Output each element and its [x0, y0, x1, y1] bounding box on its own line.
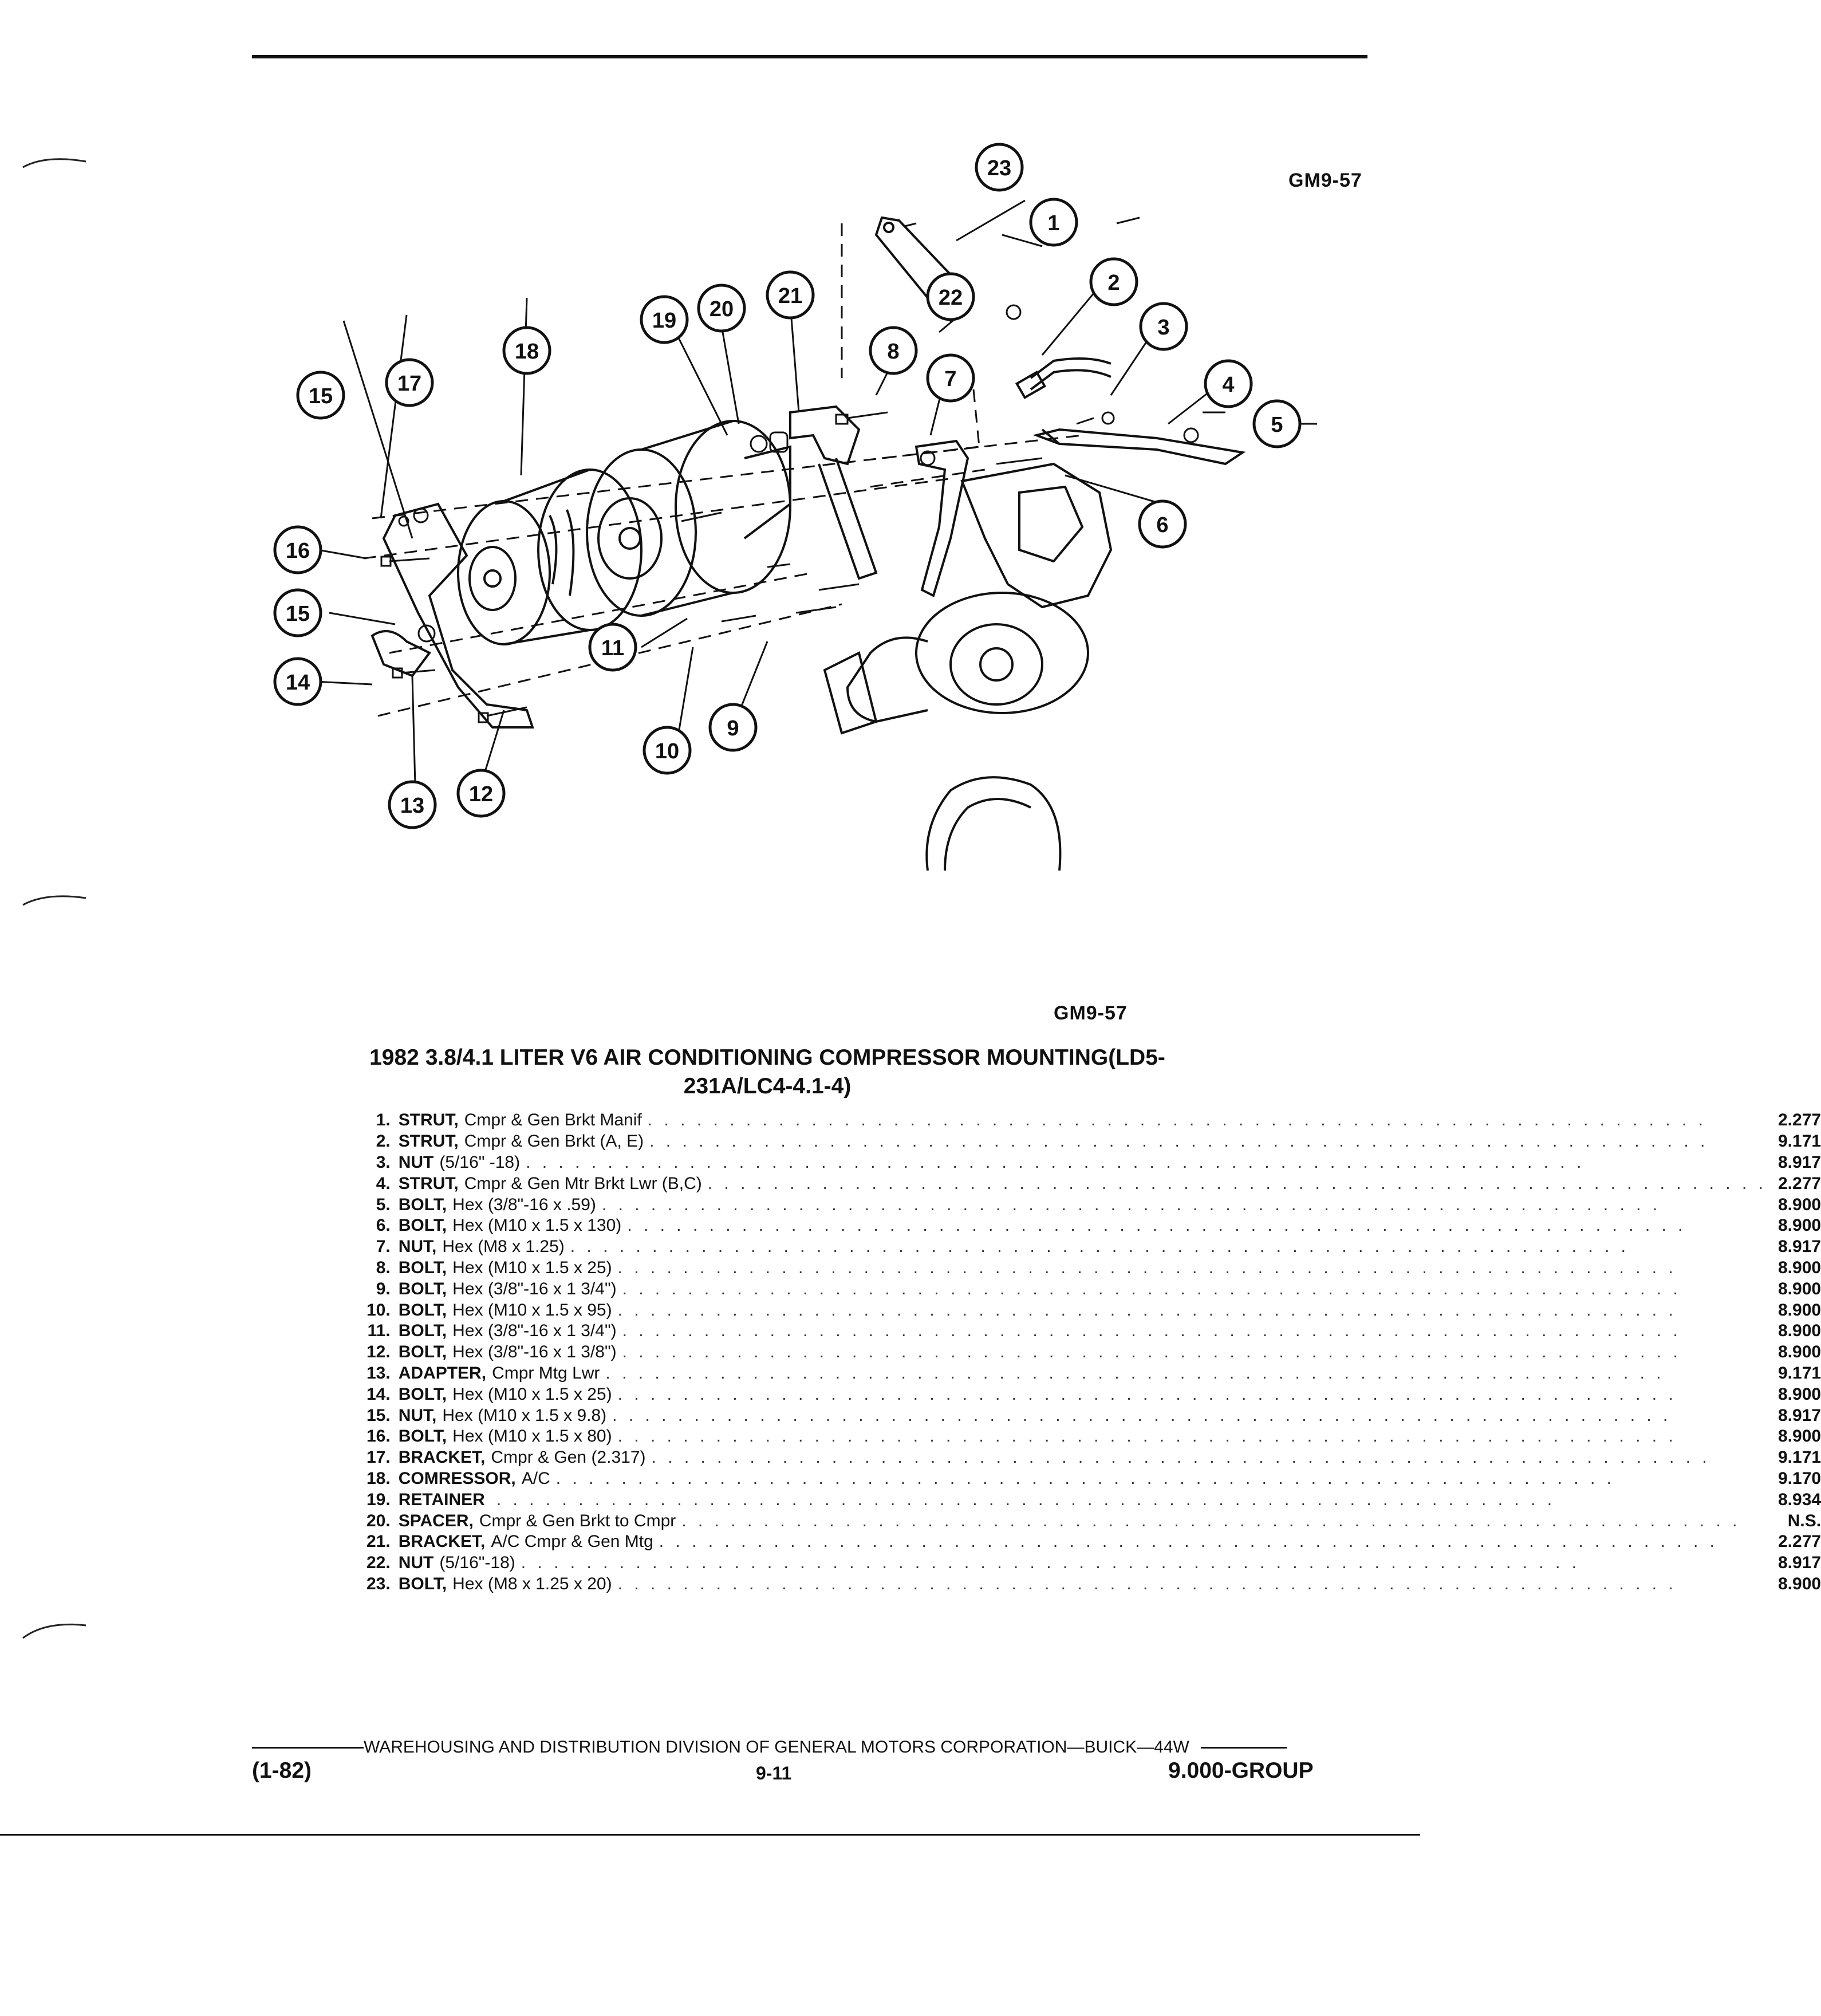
- group-number: 8.900: [1777, 1195, 1821, 1214]
- part-name: BOLT,: [398, 1342, 447, 1362]
- part-spec: Hex (M10 x 1.5 x 95): [452, 1300, 612, 1320]
- part-spec: Hex (3/8"-16 x .59): [452, 1195, 596, 1214]
- part-description: [399, 1510, 1778, 1531]
- part-name: BRACKET,: [398, 1532, 486, 1552]
- title-line-2: 231A/LC4-4.1-4): [683, 1074, 852, 1098]
- title-line-1: 1982 3.8/4.1 LITER V6 AIR CONDITIONING COMPRESSOR MOUNTING(LD5-: [369, 1045, 1165, 1070]
- part-description: [399, 1278, 1778, 1300]
- leader-dots: . . . . . . . . . . . . . . . . . . . . . . . . . . . . . . . . . . . . . . . . . . . . . . . . . . . . . . . . . . . . . . . . .: [622, 1321, 1681, 1341]
- part-spec: Cmpr & Gen (2.317): [491, 1448, 646, 1467]
- part-number: 8.: [376, 1258, 391, 1277]
- group-number: 8.900: [1777, 1574, 1821, 1593]
- part-number: 7.: [376, 1237, 391, 1257]
- parts-row: [366, 1574, 1821, 1595]
- leader-dots: . . . . . . . . . . . . . . . . . . . . . . . . . . . . . . . . . . . . . . . . . . . . . . . . . . . . . . . . . . . . . . . . .: [659, 1532, 1718, 1552]
- part-name: ADAPTER,: [398, 1363, 487, 1383]
- part-name: BOLT,: [398, 1300, 447, 1320]
- part-name: BOLT,: [398, 1427, 447, 1446]
- part-number: 20.: [366, 1511, 391, 1530]
- part-number: 16.: [366, 1427, 391, 1446]
- leader-dots: . . . . . . . . . . . . . . . . . . . . . . . . . . . . . . . . . . . . . . . . . . . . . . . . . . . . . . . . . . . . . . . . .: [526, 1152, 1585, 1172]
- parts-row: [366, 1510, 1821, 1531]
- callout-14: 14: [285, 671, 310, 695]
- part-description: [399, 1194, 1778, 1215]
- part-name: COMRESSOR,: [398, 1468, 516, 1488]
- part-number: 23.: [366, 1574, 391, 1593]
- part-description: [399, 1173, 1778, 1194]
- part-number: 19.: [366, 1490, 391, 1509]
- callout-4: 4: [1222, 373, 1235, 397]
- footer-division: WAREHOUSING AND DISTRIBUTION DIVISION OF GENERAL MOTORS CORPORATION—BUICK—44W: [364, 1738, 1189, 1757]
- callout-17: 17: [397, 372, 422, 396]
- callout-19: 19: [652, 309, 677, 333]
- part-description: [399, 1321, 1778, 1342]
- part-spec: Hex (M10 x 1.5 x 130): [452, 1216, 622, 1235]
- group-number: N.S.: [1787, 1511, 1821, 1530]
- part-number: 2.: [376, 1132, 391, 1151]
- part-description: [399, 1258, 1778, 1279]
- footer-date-code: (1-82): [252, 1758, 312, 1783]
- leader-dots: . . . . . . . . . . . . . . . . . . . . . . . . . . . . . . . . . . . . . . . . . . . . . . . . . . . . . . . . . . . . . . . . .: [617, 1258, 1677, 1277]
- callout-22: 22: [938, 286, 963, 310]
- group-number: 2.277: [1777, 1111, 1821, 1130]
- part-number: 22.: [366, 1553, 391, 1573]
- group-number: 8.900: [1777, 1384, 1821, 1404]
- callout-15a: 15: [308, 384, 333, 408]
- parts-row: [366, 1405, 1821, 1426]
- parts-row: [366, 1489, 1821, 1510]
- part-spec: Hex (3/8"-16 x 1 3/4"): [452, 1321, 617, 1341]
- part-number: 10.: [366, 1300, 391, 1320]
- leader-dots: . . . . . . . . . . . . . . . . . . . . . . . . . . . . . . . . . . . . . . . . . . . . . . . . . . . . . . . . . . . . . . . . .: [707, 1174, 1767, 1193]
- callout-12: 12: [468, 782, 494, 806]
- footer-group: 9.000-GROUP: [1168, 1758, 1314, 1783]
- parts-row: [366, 1426, 1821, 1447]
- part-description: [399, 1152, 1778, 1174]
- parts-list: [366, 1110, 1821, 1594]
- part-name: NUT: [398, 1553, 434, 1573]
- part-name: NUT: [398, 1152, 434, 1172]
- callout-13: 13: [400, 794, 425, 818]
- part-spec: Hex (M10 x 1.5 x 25): [452, 1384, 612, 1404]
- parts-row: [366, 1278, 1821, 1300]
- part-name: BOLT,: [398, 1384, 447, 1404]
- part-name: BOLT,: [398, 1216, 447, 1235]
- group-number: 8.900: [1777, 1342, 1821, 1362]
- part-description: [399, 1215, 1778, 1237]
- callout-5: 5: [1271, 413, 1283, 437]
- parts-row: [366, 1468, 1821, 1490]
- part-spec: Hex (M10 x 1.5 x 80): [452, 1427, 612, 1446]
- part-spec: Hex (M10 x 1.5 x 25): [452, 1258, 612, 1277]
- part-name: BOLT,: [398, 1574, 447, 1593]
- part-number: 13.: [366, 1363, 391, 1383]
- parts-row: [366, 1173, 1821, 1194]
- footer-page-number: 9-11: [756, 1763, 792, 1783]
- exploded-diagram: [241, 137, 1283, 905]
- group-number: 8.917: [1777, 1152, 1821, 1172]
- group-number: 9.170: [1777, 1468, 1821, 1488]
- leader-dots: . . . . . . . . . . . . . . . . . . . . . . . . . . . . . . . . . . . . . . . . . . . . . . . . . . . . . . . . . . . . . . . . .: [617, 1300, 1677, 1320]
- part-number: 1.: [376, 1111, 391, 1130]
- part-spec: Cmpr & Gen Brkt to Cmpr: [479, 1511, 676, 1530]
- part-number: 6.: [376, 1216, 391, 1235]
- callout-7: 7: [944, 367, 957, 391]
- part-description: [399, 1574, 1778, 1595]
- group-number: 8.917: [1777, 1237, 1821, 1257]
- group-number: 8.900: [1777, 1321, 1821, 1341]
- parts-row: [366, 1300, 1821, 1321]
- parts-row: [366, 1531, 1821, 1553]
- part-description: [399, 1300, 1778, 1321]
- leader-dots: . . . . . . . . . . . . . . . . . . . . . . . . . . . . . . . . . . . . . . . . . . . . . . . . . . . . . . . . . . . . . . . . .: [617, 1574, 1677, 1593]
- callout-11: 11: [601, 636, 625, 660]
- bottom-rule: [0, 1834, 1420, 1836]
- part-spec: Cmpr & Gen Mtr Brkt Lwr (B,C): [464, 1174, 702, 1193]
- leader-dots: . . . . . . . . . . . . . . . . . . . . . . . . . . . . . . . . . . . . . . . . . . . . . . . . . . . . . . . . . . . . . . . . .: [617, 1427, 1677, 1446]
- group-number: 9.171: [1777, 1363, 1821, 1383]
- part-name: STRUT,: [398, 1132, 459, 1151]
- part-description: [399, 1405, 1778, 1426]
- part-number: 4.: [376, 1174, 391, 1193]
- part-spec: Cmpr & Gen Brkt Manif: [464, 1111, 642, 1130]
- part-description: [399, 1131, 1778, 1152]
- part-description: [399, 1426, 1778, 1447]
- leader-dots: . . . . . . . . . . . . . . . . . . . . . . . . . . . . . . . . . . . . . . . . . . . . . . . . . . . . . . . . . . . . . . . . .: [521, 1553, 1580, 1573]
- top-rule: [252, 55, 1367, 58]
- part-number: 9.: [376, 1279, 391, 1298]
- group-number: 8.917: [1777, 1553, 1821, 1573]
- group-number: 8.900: [1777, 1216, 1821, 1235]
- callout-9: 9: [727, 716, 739, 741]
- parts-row: [366, 1321, 1821, 1342]
- parts-row: [366, 1258, 1821, 1279]
- compressor-drawing: [458, 421, 790, 644]
- part-name: SPACER,: [398, 1511, 474, 1530]
- leader-dots: . . . . . . . . . . . . . . . . . . . . . . . . . . . . . . . . . . . . . . . . . . . . . . . . . . . . . . . . . . . . . . . . .: [622, 1342, 1681, 1362]
- part-description: [399, 1363, 1778, 1384]
- callout-21: 21: [778, 284, 803, 308]
- part-name: BOLT,: [398, 1258, 447, 1277]
- part-number: 5.: [376, 1195, 391, 1214]
- part-description: [399, 1489, 1778, 1510]
- leader-dots: . . . . . . . . . . . . . . . . . . . . . . . . . . . . . . . . . . . . . . . . . . . . . . . . . . . . . . . . . . . . . . . . .: [622, 1279, 1681, 1298]
- part-spec: Hex (3/8"-16 x 1 3/8"): [452, 1342, 617, 1362]
- part-description: [399, 1110, 1778, 1131]
- footer-division-line: [252, 1738, 1369, 1757]
- parts-row: [366, 1110, 1821, 1131]
- group-number: 8.900: [1777, 1258, 1821, 1277]
- callout-23: 23: [987, 156, 1012, 180]
- callout-16: 16: [285, 539, 310, 563]
- part-spec: (5/16" -18): [439, 1152, 521, 1172]
- leader-dots: . . . . . . . . . . . . . . . . . . . . . . . . . . . . . . . . . . . . . . . . . . . . . . . . . . . . . . . . . . . . . . . . .: [555, 1468, 1615, 1488]
- leader-dots: . . . . . . . . . . . . . . . . . . . . . . . . . . . . . . . . . . . . . . . . . . . . . . . . . . . . . . . . . . . . . . . . .: [612, 1405, 1672, 1425]
- group-number: 2.277: [1777, 1174, 1821, 1193]
- leader-dots: . . . . . . . . . . . . . . . . . . . . . . . . . . . . . . . . . . . . . . . . . . . . . . . . . . . . . . . . . . . . . . . . .: [617, 1384, 1677, 1404]
- parts-row: [366, 1553, 1821, 1574]
- leader-dots: . . . . . . . . . . . . . . . . . . . . . . . . . . . . . . . . . . . . . . . . . . . . . . . . . . . . . . . . . . . . . . . . .: [570, 1237, 1630, 1257]
- callout-2: 2: [1107, 271, 1120, 295]
- group-number: 8.900: [1777, 1279, 1821, 1298]
- callout-15b: 15: [285, 602, 310, 626]
- part-spec: Hex (M10 x 1.5 x 9.8): [442, 1405, 607, 1425]
- part-number: 14.: [366, 1384, 391, 1404]
- part-spec: Hex (3/8"-16 x 1 3/4"): [452, 1279, 617, 1298]
- leader-dots: . . . . . . . . . . . . . . . . . . . . . . . . . . . . . . . . . . . . . . . . . . . . . . . . . . . . . . . . . . . . . . . . .: [651, 1448, 1710, 1467]
- figure-code-top: GM9-57: [1288, 170, 1362, 191]
- part-name: NUT,: [398, 1237, 437, 1257]
- callout-18: 18: [514, 340, 539, 364]
- callout-1: 1: [1047, 211, 1060, 235]
- parts-row: [366, 1447, 1821, 1468]
- part-spec: A/C: [521, 1468, 550, 1488]
- part-spec: Hex (M8 x 1.25 x 20): [452, 1574, 612, 1593]
- parts-row: [366, 1342, 1821, 1363]
- group-number: 8.900: [1777, 1300, 1821, 1320]
- callout-10: 10: [655, 739, 680, 763]
- part-name: NUT,: [398, 1405, 437, 1425]
- part-description: [399, 1237, 1778, 1258]
- figure-code-bottom: GM9-57: [1054, 1002, 1128, 1024]
- callout-20: 20: [709, 297, 734, 321]
- part-description: [399, 1468, 1778, 1490]
- part-description: [399, 1342, 1778, 1363]
- part-number: 18.: [366, 1468, 391, 1488]
- parts-row: [366, 1215, 1821, 1237]
- parts-row: [366, 1131, 1821, 1152]
- footer-left-rule: [252, 1747, 364, 1749]
- group-number: 9.171: [1777, 1132, 1821, 1151]
- part-name: BRACKET,: [398, 1448, 486, 1467]
- margin-marks: [0, 0, 115, 2016]
- group-number: 2.277: [1777, 1532, 1821, 1552]
- part-name: BOLT,: [398, 1321, 447, 1341]
- part-spec: A/C Cmpr & Gen Mtg: [491, 1532, 653, 1552]
- parts-row: [366, 1194, 1821, 1215]
- page-title: [275, 1044, 1260, 1101]
- parts-row: [366, 1237, 1821, 1258]
- part-description: [399, 1531, 1778, 1553]
- leader-dots: . . . . . . . . . . . . . . . . . . . . . . . . . . . . . . . . . . . . . . . . . . . . . . . . . . . . . . . . . . . . . . . . .: [496, 1490, 1556, 1509]
- part-name: STRUT,: [398, 1111, 459, 1130]
- group-number: 8.917: [1777, 1405, 1821, 1425]
- parts-row: [366, 1384, 1821, 1405]
- leader-dots: . . . . . . . . . . . . . . . . . . . . . . . . . . . . . . . . . . . . . . . . . . . . . . . . . . . . . . . . . . . . . . . . .: [681, 1511, 1741, 1530]
- part-number: 12.: [366, 1342, 391, 1362]
- group-number: 9.171: [1777, 1448, 1821, 1467]
- callout-8: 8: [887, 340, 900, 364]
- part-name: STRUT,: [398, 1174, 459, 1193]
- parts-row: [366, 1152, 1821, 1174]
- part-description: [399, 1447, 1778, 1468]
- part-number: 11.: [367, 1321, 391, 1341]
- part-spec: Cmpr & Gen Brkt (A, E): [464, 1132, 644, 1151]
- part-number: 21.: [366, 1532, 391, 1552]
- part-number: 17.: [366, 1448, 391, 1467]
- leader-dots: . . . . . . . . . . . . . . . . . . . . . . . . . . . . . . . . . . . . . . . . . . . . . . . . . . . . . . . . . . . . . . . . .: [647, 1111, 1707, 1130]
- group-number: 8.900: [1777, 1427, 1821, 1446]
- part-number: 15.: [366, 1405, 391, 1425]
- part-description: [399, 1553, 1778, 1574]
- part-name: RETAINER: [398, 1490, 485, 1509]
- part-description: [399, 1384, 1778, 1405]
- leader-dots: . . . . . . . . . . . . . . . . . . . . . . . . . . . . . . . . . . . . . . . . . . . . . . . . . . . . . . . . . . . . . . . . .: [605, 1363, 1665, 1383]
- part-spec: Cmpr Mtg Lwr: [492, 1363, 600, 1383]
- footer-right-rule: [1201, 1747, 1287, 1749]
- parts-row: [366, 1363, 1821, 1384]
- part-spec: Hex (M8 x 1.25): [442, 1237, 565, 1257]
- part-number: 3.: [376, 1152, 391, 1172]
- callout-6: 6: [1156, 513, 1169, 537]
- callout-3: 3: [1157, 316, 1170, 340]
- part-name: BOLT,: [398, 1279, 447, 1298]
- leader-dots: . . . . . . . . . . . . . . . . . . . . . . . . . . . . . . . . . . . . . . . . . . . . . . . . . . . . . . . . . . . . . . . . .: [649, 1132, 1709, 1151]
- part-spec: (5/16"-18): [439, 1553, 515, 1573]
- group-number: 8.934: [1777, 1490, 1821, 1509]
- part-name: BOLT,: [398, 1195, 447, 1214]
- leader-dots: . . . . . . . . . . . . . . . . . . . . . . . . . . . . . . . . . . . . . . . . . . . . . . . . . . . . . . . . . . . . . . . . .: [601, 1195, 1661, 1214]
- leader-dots: . . . . . . . . . . . . . . . . . . . . . . . . . . . . . . . . . . . . . . . . . . . . . . . . . . . . . . . . . . . . . . . . .: [627, 1216, 1686, 1235]
